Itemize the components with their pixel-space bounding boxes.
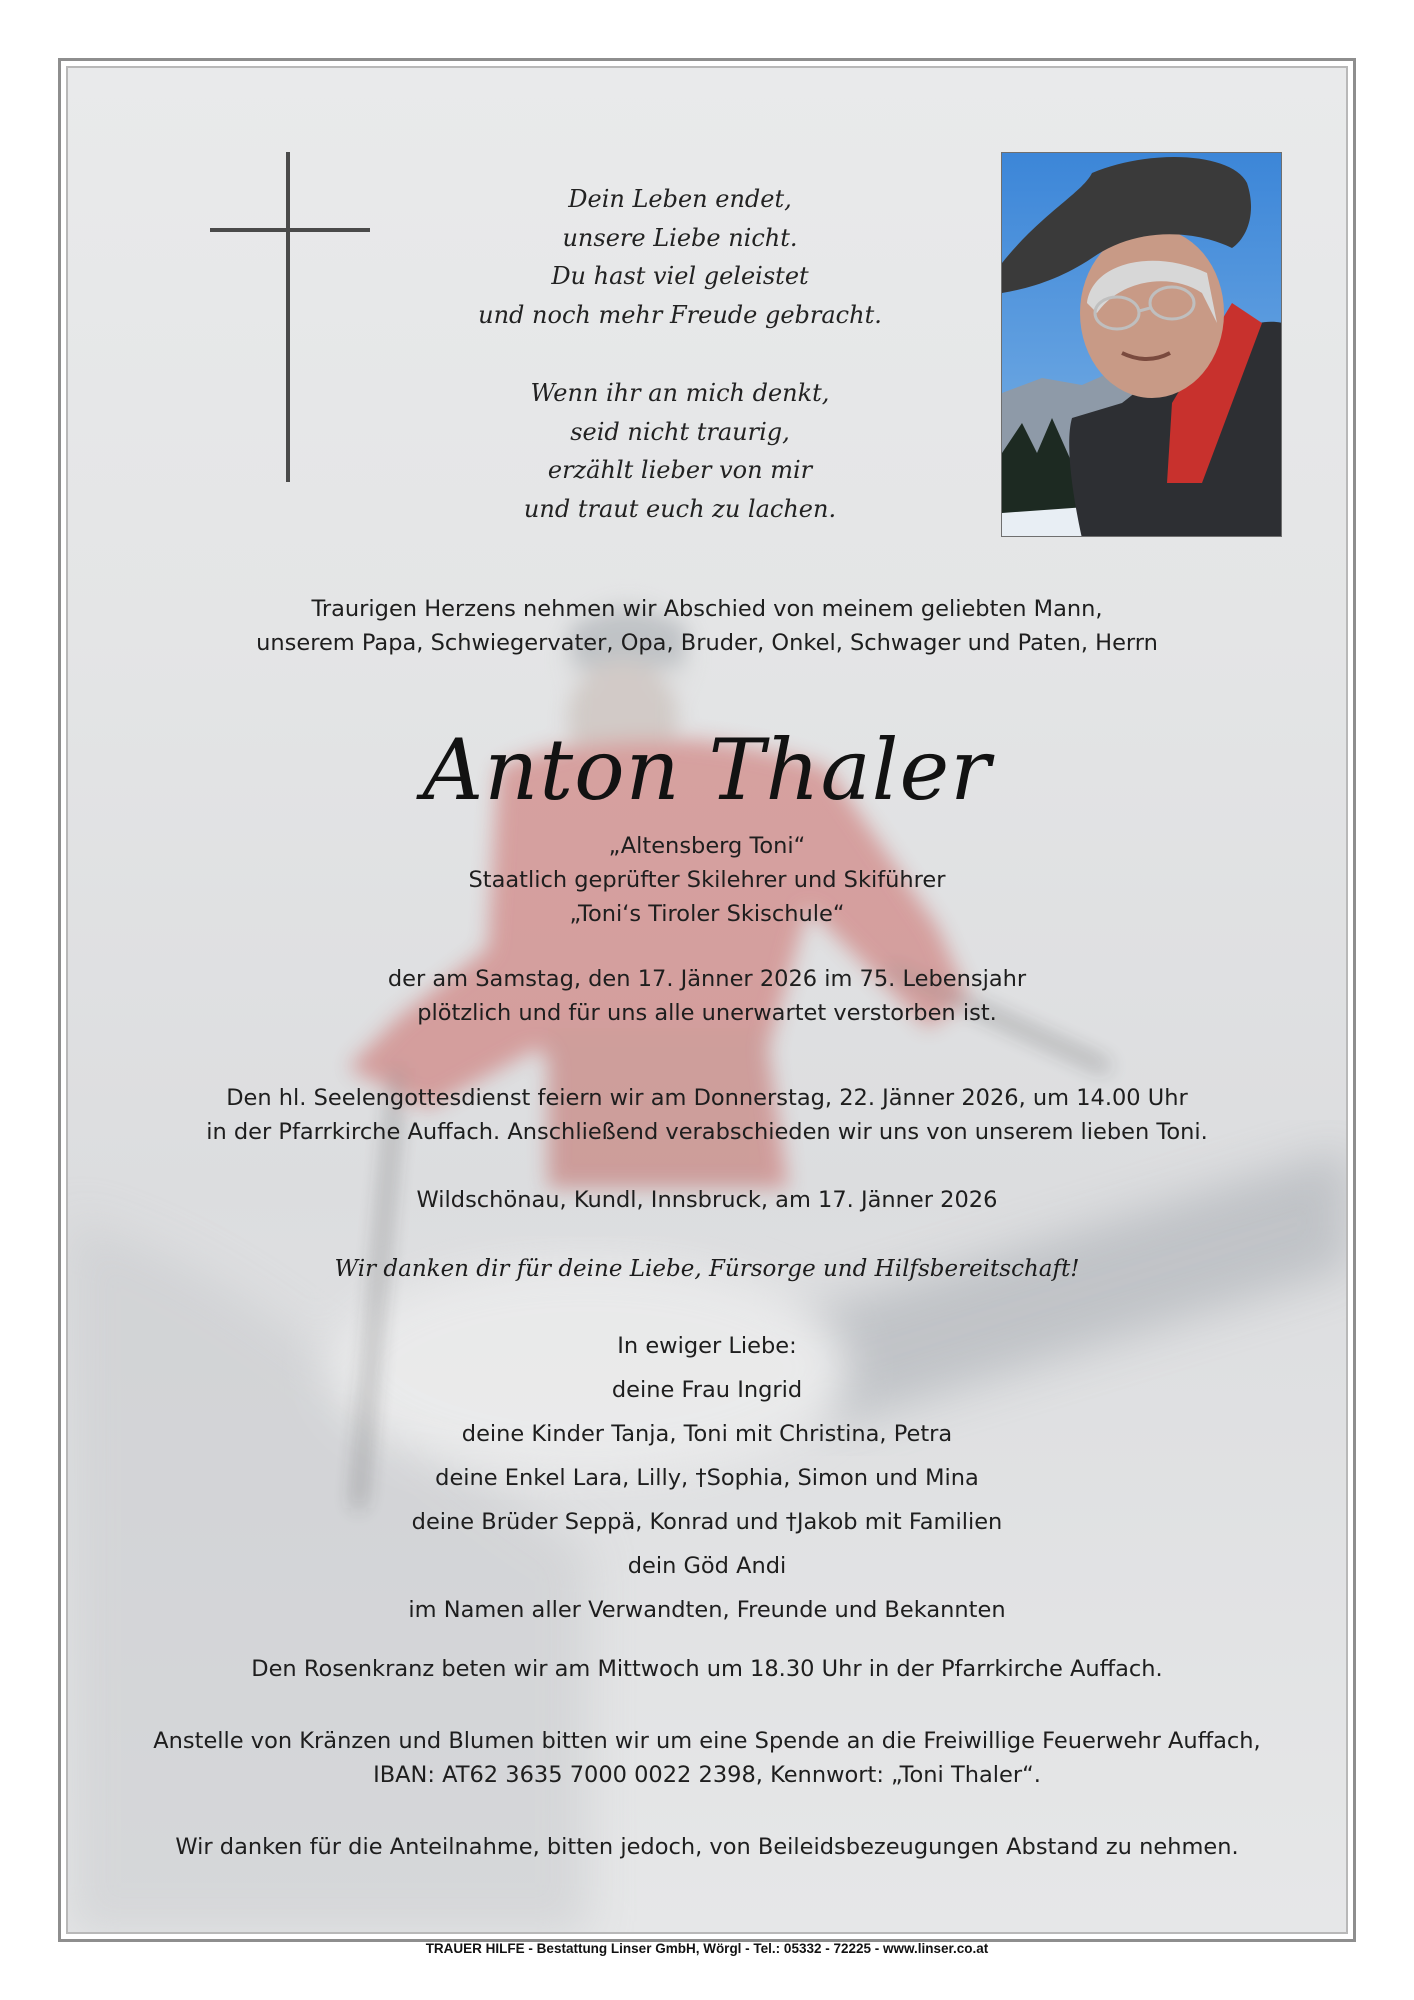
mourner-line: deine Brüder Seppä, Konrad und †Jakob mit Familien [411, 1509, 1003, 1535]
service-line: in der Pfarrkirche Auffach. Anschließend verabschieden wir uns von unserem lieben Toni. [206, 1119, 1208, 1145]
funeral-home-footer: TRAUER HILFE - Bestattung Linser GmbH, Wörgl - Tel.: 05332 - 72225 - www.linser.co.at [425, 1941, 989, 1956]
titles-block [66, 829, 1348, 931]
donation-request [66, 1724, 1348, 1792]
cross-icon [210, 152, 370, 482]
mourner-line: dein Göd Andi [627, 1553, 787, 1579]
mourner-line: In ewiger Liebe: [617, 1333, 797, 1359]
mourner-line: im Namen aller Verwandten, Freunde und Bekannten [408, 1597, 1006, 1623]
verse-line: Wenn ihr an mich denkt, [530, 379, 830, 407]
place-and-date: Wildschönau, Kundl, Innsbruck, am 17. Jänner 2026 [416, 1187, 998, 1213]
verse-stanza-1 [380, 180, 980, 334]
profession: Staatlich geprüfter Skilehrer und Skiführer [468, 867, 946, 893]
intro-line: unserem Papa, Schwiegervater, Opa, Bruder, Onkel, Schwager und Paten, Herrn [256, 630, 1158, 656]
mourner-line: deine Kinder Tanja, Toni mit Christina, Petra [461, 1421, 953, 1447]
ski-school: „Toni‘s Tiroler Skischule“ [569, 901, 845, 927]
portrait-photo [1001, 152, 1282, 537]
service-line: Den hl. Seelengottesdienst feiern wir am Donnerstag, 22. Jänner 2026, um 14.00 Uhr [226, 1085, 1188, 1111]
nickname: „Altensberg Toni“ [608, 833, 806, 859]
death-announcement [66, 962, 1348, 1030]
verse-line: Du hast viel geleistet [551, 262, 809, 290]
intro-line: Traurigen Herzens nehmen wir Abschied von meinem geliebten Mann, [311, 596, 1103, 622]
verse-stanza-2 [380, 374, 980, 528]
rosary-info: Den Rosenkranz beten wir am Mittwoch um 18.30 Uhr in der Pfarrkirche Auffach. [251, 1656, 1163, 1682]
death-line: plötzlich und für uns alle unerwartet verstorben ist. [417, 1000, 997, 1026]
verse-line: und traut euch zu lachen. [523, 494, 837, 523]
verse-line: erzählt lieber von mir [547, 456, 813, 484]
verse-line: und noch mehr Freude gebracht. [478, 300, 882, 329]
mourner-line: deine Frau Ingrid [611, 1377, 803, 1403]
donation-line: Anstelle von Kränzen und Blumen bitten wir um eine Spende an die Freiwillige Feuerwehr Auffach, [153, 1728, 1261, 1754]
gratitude-line: Wir danken dir für deine Liebe, Fürsorge und Hilfsbereitschaft! [334, 1256, 1080, 1282]
deceased-name: Anton Thaler [422, 721, 992, 819]
verse-line: seid nicht traurig, [570, 417, 790, 446]
mourners-list [66, 1324, 1348, 1632]
death-line: der am Samstag, den 17. Jänner 2026 im 75. Lebensjahr [387, 966, 1027, 992]
intro-paragraph [66, 592, 1348, 660]
closing-note: Wir danken für die Anteilnahme, bitten jedoch, von Beileidsbezeugungen Abstand zu nehmen. [175, 1834, 1239, 1860]
verse-line: Dein Leben endet, [568, 185, 792, 213]
verse-line: unsere Liebe nicht. [562, 223, 798, 252]
mourner-line: deine Enkel Lara, Lilly, †Sophia, Simon und Mina [435, 1465, 979, 1491]
donation-iban: IBAN: AT62 3635 7000 0022 2398, Kennwort: „Toni Thaler“. [373, 1762, 1041, 1788]
funeral-service [66, 1081, 1348, 1149]
